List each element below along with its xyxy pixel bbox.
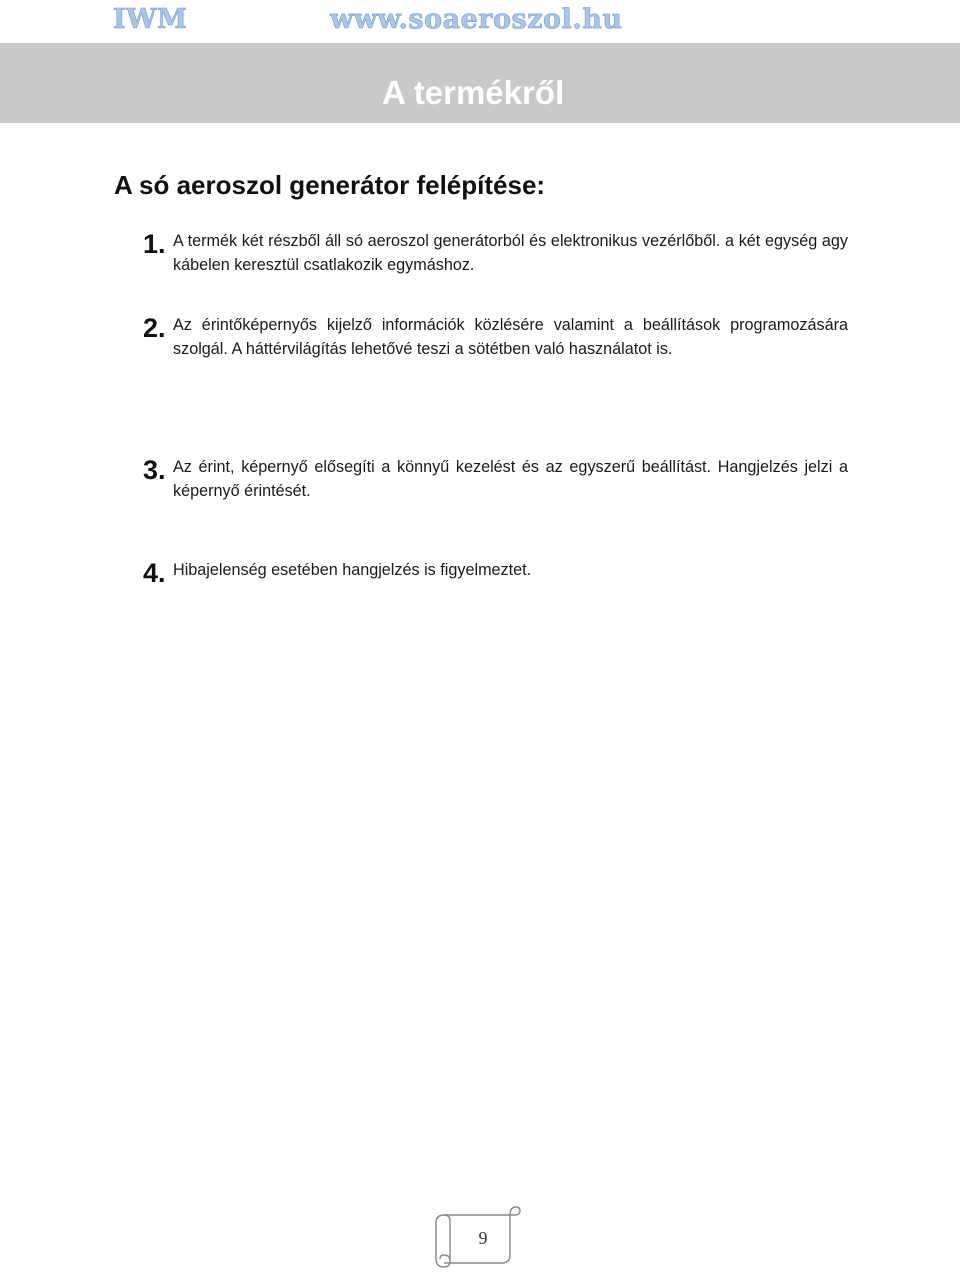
item-text: A termék két részből áll só aeroszol generátorból és elektronikus vezérlőből. a két egység agy kábelen keresztül csatlakozik egymáshoz.: [173, 232, 848, 274]
item-text: Hibajelenség esetében hangjelzés is figyelmeztet.: [173, 561, 532, 579]
list-item: [143, 455, 848, 503]
website-url: www.soaeroszol.hu: [330, 4, 623, 35]
banner-title: A termékről: [382, 74, 565, 111]
item-text: Az érint, képernyő elősegíti a könnyű kezelést és az egyszerű beállítást. Hangjelzés jelzi a képernyő érintését.: [173, 458, 848, 500]
list-item: [143, 313, 848, 361]
item-number: 4.: [143, 558, 166, 588]
item-text: Az érintőképernyős kijelző információk közlésére valamint a beállítások programozására szolgál. A háttérvilágítás lehetővé teszi a sötétben való használatot is.: [173, 316, 848, 358]
section-heading: A só aeroszol generátor felépítése:: [114, 170, 546, 200]
list-item: [143, 229, 848, 277]
item-number: 3.: [143, 455, 166, 485]
page-header: [0, 4, 960, 40]
page-number: 9: [478, 1228, 488, 1248]
brand-name: IWM: [113, 4, 188, 35]
item-number: 2.: [143, 313, 166, 343]
list-item: [143, 558, 848, 588]
item-number: 1.: [143, 229, 166, 259]
